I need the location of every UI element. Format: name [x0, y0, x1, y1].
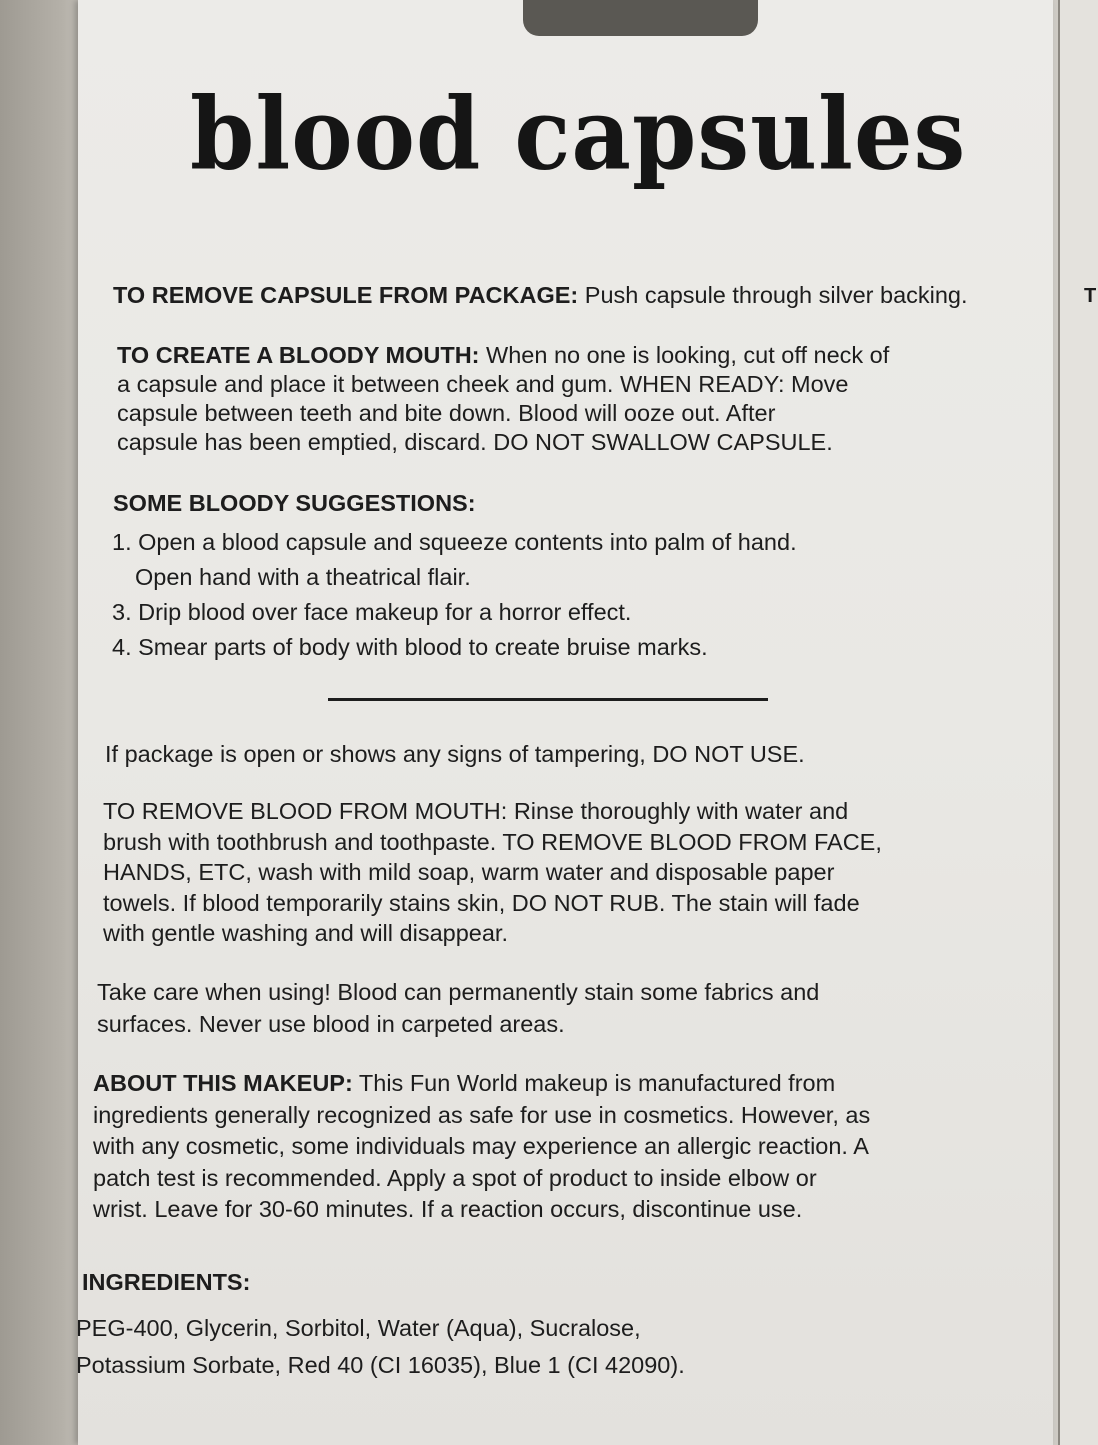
suggestion-item-4: 4. Smear parts of body with blood to create bruise marks. [112, 634, 708, 660]
about-line-4: patch test is recommended. Apply a spot of product to inside elbow or [93, 1164, 817, 1191]
suggestion-item-1-continued: Open hand with a theatrical flair. [135, 564, 471, 590]
removal-paragraph [103, 796, 882, 949]
bloody-mouth-line-1: When no one is looking, cut off neck of [479, 342, 890, 368]
divider-line [328, 698, 768, 701]
package-card [78, 0, 1053, 1445]
tamper-warning: If package is open or shows any signs of tampering, DO NOT USE. [105, 741, 805, 767]
remove-capsule-paragraph [113, 281, 968, 310]
adjacent-card-letter: T [1084, 285, 1097, 307]
bloody-mouth-heading: TO CREATE A BLOODY MOUTH: [117, 342, 480, 368]
suggestion-item-3: 3. Drip blood over face makeup for a horror effect. [112, 599, 632, 625]
background-left [0, 0, 90, 1445]
removal-line-2: brush with toothbrush and toothpaste. TO REMOVE BLOOD FROM FACE, [103, 828, 882, 855]
removal-line-1: TO REMOVE BLOOD FROM MOUTH: Rinse thoroughly with water and [103, 798, 849, 824]
about-paragraph [93, 1068, 870, 1226]
caution-line-1: Take care when using! Blood can permanently stain some fabrics and [97, 979, 820, 1005]
adjacent-card [1058, 0, 1098, 1445]
about-line-1: This Fun World makeup is manufactured from [352, 1070, 836, 1096]
caution-line-2: surfaces. Never use blood in carpeted areas. [97, 1011, 565, 1037]
about-line-2: ingredients generally recognized as safe for use in cosmetics. However, as [93, 1101, 871, 1128]
removal-line-3: HANDS, ETC, wash with mild soap, warm water and disposable paper [103, 859, 835, 885]
about-line-3: with any cosmetic, some individuals may experience an allergic reaction. A [93, 1133, 869, 1159]
ingredients-line-1: PEG-400, Glycerin, Sorbitol, Water (Aqua), Sucralose, [76, 1315, 641, 1341]
suggestions-heading: SOME BLOODY SUGGESTIONS: [113, 490, 476, 516]
removal-line-5: with gentle washing and will disappear. [103, 920, 508, 946]
ingredients-line-2: Potassium Sorbate, Red 40 (CI 16035), Blue 1 (CI 42090). [76, 1352, 685, 1378]
bloody-mouth-paragraph [117, 341, 889, 457]
bloody-mouth-line-2: a capsule and place it between cheek and gum. WHEN READY: Move [117, 371, 849, 397]
bloody-mouth-line-4: capsule has been emptied, discard. DO NOT SWALLOW CAPSULE. [117, 429, 833, 455]
remove-capsule-text: Push capsule through silver backing. [578, 282, 968, 308]
suggestions-list [112, 525, 797, 665]
caution-paragraph [97, 976, 819, 1040]
ingredients-list [76, 1310, 685, 1384]
suggestion-item-1: 1. Open a blood capsule and squeeze contents into palm of hand. [112, 529, 797, 555]
remove-capsule-heading: TO REMOVE CAPSULE FROM PACKAGE: [113, 282, 579, 308]
bloody-mouth-line-3: capsule between teeth and bite down. Blood will ooze out. After [117, 400, 776, 426]
hang-slot [523, 0, 758, 36]
ingredients-heading: INGREDIENTS: [82, 1269, 251, 1295]
removal-line-4: towels. If blood temporarily stains skin, DO NOT RUB. The stain will fade [103, 889, 860, 916]
product-title: blood capsules [190, 75, 967, 193]
about-heading: ABOUT THIS MAKEUP: [93, 1070, 353, 1096]
about-line-5: wrist. Leave for 30-60 minutes. If a reaction occurs, discontinue use. [93, 1196, 803, 1222]
